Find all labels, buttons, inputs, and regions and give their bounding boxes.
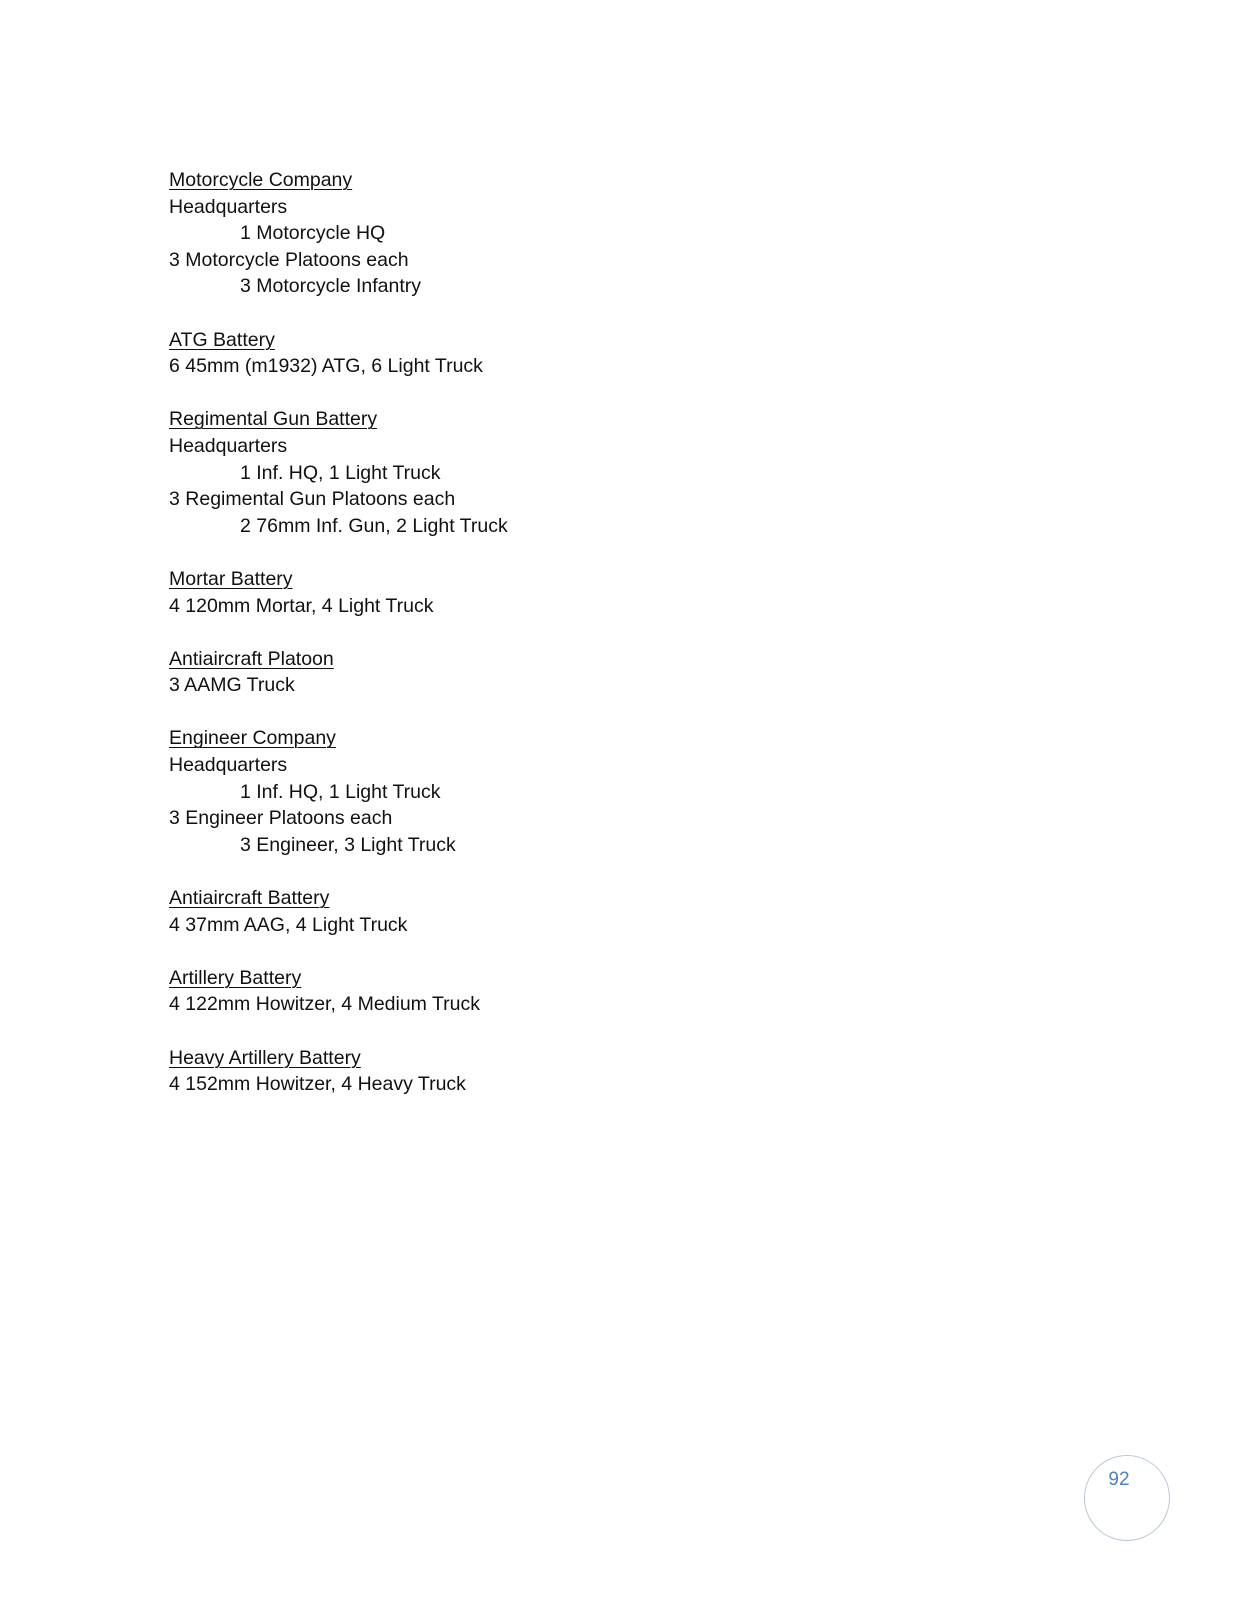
document-body <box>169 167 869 1124</box>
org-section <box>169 167 869 300</box>
section-heading: Regimental Gun Battery <box>169 408 378 431</box>
org-section <box>169 406 869 539</box>
org-section <box>169 965 869 1018</box>
unit-line: 4 122mm Howitzer, 4 Medium Truck <box>169 993 481 1016</box>
unit-detail-line: 3 Motorcycle Infantry <box>240 275 421 298</box>
unit-detail-line: 1 Inf. HQ, 1 Light Truck <box>240 780 441 803</box>
section-heading: Motorcycle Company <box>169 169 353 191</box>
unit-line: 6 45mm (m1932) ATG, 6 Light Truck <box>169 355 483 378</box>
unit-detail-line: 2 76mm Inf. Gun, 2 Light Truck <box>240 514 508 537</box>
org-section <box>169 725 869 858</box>
page-number: 92 <box>1108 1469 1130 1490</box>
section-heading: ATG Battery <box>169 328 275 351</box>
unit-line: 3 Regimental Gun Platoons each <box>169 488 456 511</box>
unit-detail-line: 1 Motorcycle HQ <box>240 222 386 245</box>
org-section <box>169 646 869 699</box>
section-heading: Antiaircraft Platoon <box>169 647 334 670</box>
unit-line: 4 120mm Mortar, 4 Light Truck <box>169 594 434 617</box>
org-section <box>169 1045 869 1098</box>
org-section <box>169 327 869 380</box>
section-heading: Heavy Artillery Battery <box>169 1046 361 1069</box>
unit-line: Headquarters <box>169 754 288 777</box>
unit-line: 3 Motorcycle Platoons each <box>169 248 409 271</box>
org-section <box>169 885 869 938</box>
unit-detail-line: 1 Inf. HQ, 1 Light Truck <box>240 461 441 484</box>
unit-line: 4 152mm Howitzer, 4 Heavy Truck <box>169 1073 466 1096</box>
unit-line: Headquarters <box>169 195 288 218</box>
page-number-badge <box>1084 1455 1170 1541</box>
section-heading: Antiaircraft Battery <box>169 887 330 910</box>
section-heading: Engineer Company <box>169 727 336 750</box>
unit-line: 4 37mm AAG, 4 Light Truck <box>169 913 408 936</box>
unit-line: 3 Engineer Platoons each <box>169 807 393 830</box>
unit-detail-line: 3 Engineer, 3 Light Truck <box>240 833 456 856</box>
unit-line: Headquarters <box>169 434 288 457</box>
section-heading: Artillery Battery <box>169 966 302 989</box>
unit-line: 3 AAMG Truck <box>169 674 295 697</box>
section-heading: Mortar Battery <box>169 567 293 590</box>
org-section <box>169 566 869 619</box>
